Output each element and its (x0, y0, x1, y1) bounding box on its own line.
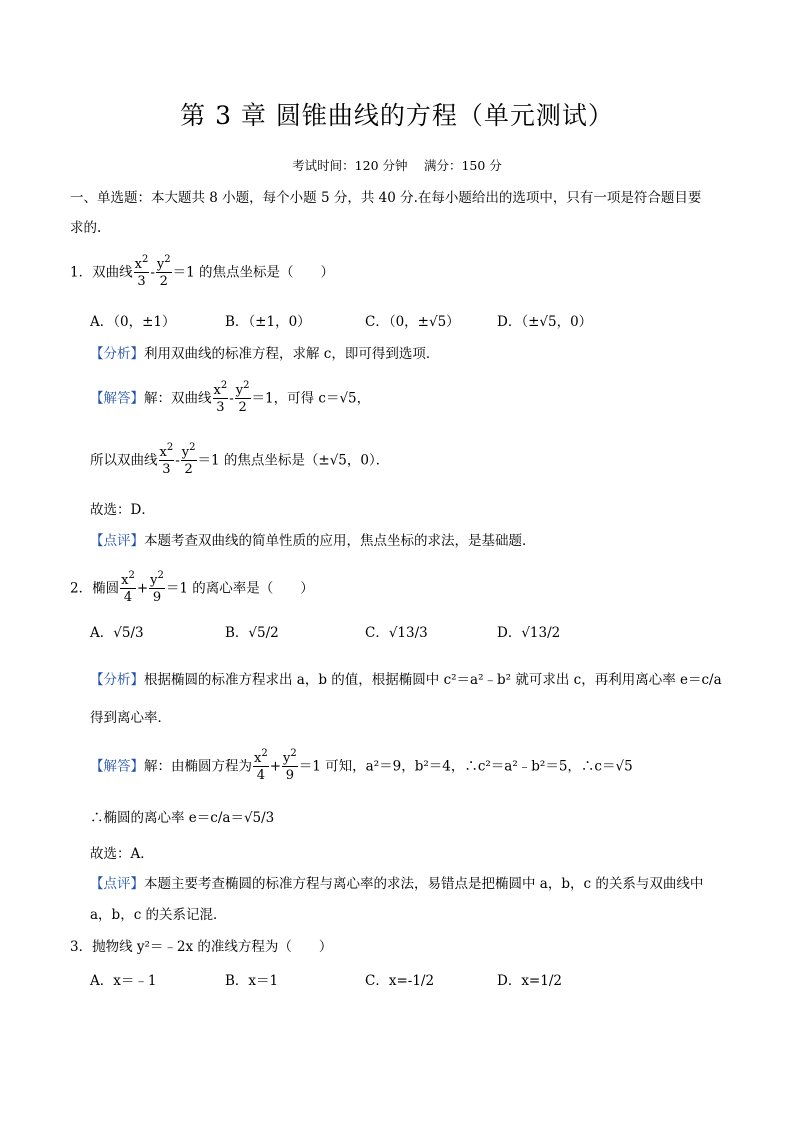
section-heading-line2: 求的. (70, 220, 102, 236)
question-3-stem: 3．抛物线 y²＝﹣2x 的准线方程为（ ） (70, 939, 333, 955)
q3-option-d: D．x=1/2 (497, 973, 562, 989)
question-1-stem: 1．双曲线 $\frac{x^2}{3}$ - $\frac{y^2}{2}$ ＝1 的焦点坐标是（ ） (70, 254, 334, 289)
question-2-number: 2．椭圆 (70, 580, 120, 597)
question-2-tail: ＝1 的离心率是（ ） (165, 580, 314, 597)
q3-option-a: A．x＝﹣1 (90, 973, 157, 989)
q2-option-c: C．√13/3 (365, 625, 428, 641)
question-1-tail: ＝1 的焦点坐标是（ ） (172, 264, 334, 281)
q2-analysis-text: 根据椭圆的标准方程求出 a，b 的值，根据椭圆中 c²＝a²﹣b² 就可求出 c，再利用离心率 e＝c/a (144, 672, 722, 688)
q1-choice: 故选：D． (90, 502, 155, 518)
q1-option-b: B．（±1，0） (225, 314, 311, 330)
q2-answer: 【解答】解：由椭圆方程为 $\frac{x^2}{4}$ + $\frac{y^2}{9}$ ＝1 可知，a²＝9，b²＝4，∴c²＝a²﹣b²＝5，∴c＝√5 (90, 748, 633, 783)
question-1-number: 1．双曲线 (70, 264, 133, 281)
q2-option-d: D．√13/2 (497, 625, 561, 641)
q1-comment (90, 535, 536, 549)
q1-analysis-text: 利用双曲线的标准方程，求解 c，即可得到选项． (144, 346, 440, 362)
q1-comment-text: 本题考查双曲线的简单性质的应用，焦点坐标的求法，是基础题． (144, 533, 536, 549)
q2-analysis (90, 674, 722, 688)
q2-choice: 故选：A． (90, 846, 154, 862)
q2-comment (90, 878, 703, 892)
q2-analysis-line2: 得到离心率． (90, 710, 171, 726)
analysis-tag: 【分析】 (90, 672, 144, 688)
fraction-y2-2: $\frac{y^2}{2}$ (235, 380, 250, 415)
fraction-x2-4: $\frac{x^2}{4}$ (254, 748, 268, 783)
exam-info: 考试时间：120 分钟 满分：150 分 (292, 158, 502, 173)
comment-tag: 【点评】 (90, 876, 144, 892)
analysis-tag: 【分析】 (90, 346, 144, 362)
q2-eccentricity: ∴椭圆的离心率 e＝c/a＝√5/3 (90, 810, 275, 826)
fraction-x2-3: $\frac{x^2}{3}$ (213, 380, 228, 415)
q1-analysis (90, 348, 439, 362)
fraction-x2-3: $\frac{x^2}{3}$ (134, 254, 149, 289)
q1-answer-post: ＝1，可得 c＝√5， (251, 390, 371, 407)
answer-tag: 【解答】 (90, 758, 144, 775)
q2-option-b: B．√5/2 (225, 625, 279, 641)
q1-option-d: D．（±√5，0） (497, 314, 593, 330)
fraction-y2-2: $\frac{y^2}{2}$ (156, 254, 171, 289)
fraction-y2-9: $\frac{y^2}{9}$ (283, 748, 297, 783)
q1-conclusion-post: ＝1 的焦点坐标是（±√5，0）． (197, 452, 390, 469)
q3-option-c: C．x=-1/2 (365, 973, 435, 989)
q1-option-c: C．（0，±√5） (365, 314, 460, 330)
comment-tag: 【点评】 (90, 533, 144, 549)
q1-conclusion-pre: 所以双曲线 (90, 452, 158, 469)
q2-comment-line2: a，b，c 的关系记混． (90, 907, 227, 923)
q3-option-b: B．x＝1 (225, 973, 279, 989)
q1-option-a: A．（0，±1） (90, 314, 176, 330)
q2-answer-pre: 解：由椭圆方程为 (144, 758, 252, 775)
q2-answer-post: ＝1 可知，a²＝9，b²＝4，∴c²＝a²﹣b²＝5，∴c＝√5 (298, 758, 633, 775)
fraction-y2-2: $\frac{y^2}{2}$ (181, 442, 196, 477)
q1-conclusion: 所以双曲线 $\frac{x^2}{3}$ - $\frac{y^2}{2}$ ＝1 的焦点坐标是（±√5，0）． (90, 442, 390, 477)
fraction-y2-9: $\frac{y^2}{9}$ (150, 570, 164, 605)
q1-answer: 【解答】解：双曲线 $\frac{x^2}{3}$ - $\frac{y^2}{2}$ ＝1，可得 c＝√5， (90, 380, 371, 415)
answer-tag: 【解答】 (90, 390, 144, 407)
question-2-stem: 2．椭圆 $\frac{x^2}{4}$ + $\frac{y^2}{9}$ ＝1 的离心率是（ ） (70, 570, 314, 605)
fraction-x2-3: $\frac{x^2}{3}$ (159, 442, 174, 477)
fraction-x2-4: $\frac{x^2}{4}$ (121, 570, 135, 605)
section-heading-line1: 一、单选题：本大题共 8 小题，每个小题 5 分，共 40 分.在每小题给出的选项中，只有一项是符合题目要 (70, 190, 702, 206)
q2-comment-text: 本题主要考查椭圆的标准方程与离心率的求法，易错点是把椭圆中 a，b，c 的关系与双曲线中 (144, 876, 704, 892)
page-title: 第 3 章 圆锥曲线的方程（单元测试） (180, 101, 614, 130)
q1-answer-pre: 解：双曲线 (144, 390, 212, 407)
q2-option-a: A．√5/3 (90, 625, 144, 641)
